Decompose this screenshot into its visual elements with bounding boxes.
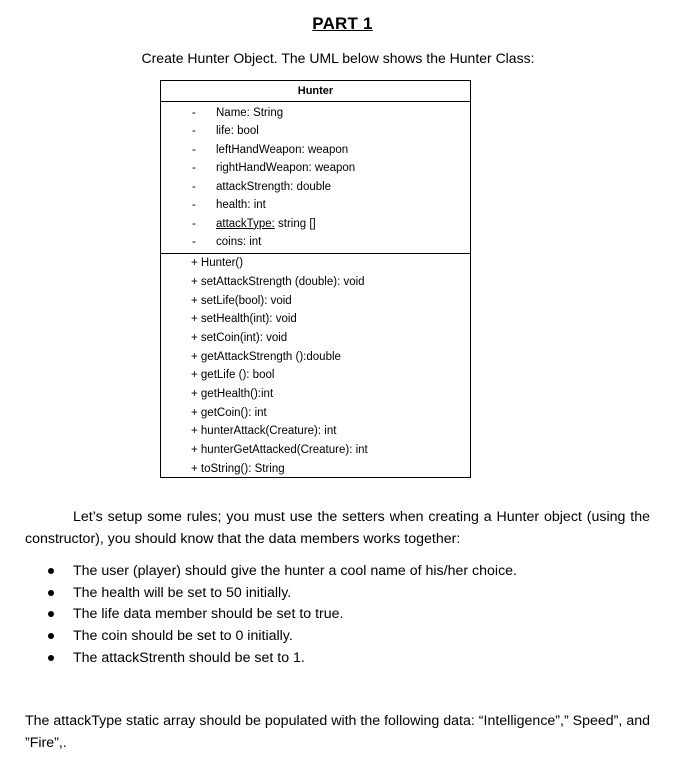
attribute-text: health: int [216,199,266,211]
uml-attributes-section [161,102,470,254]
uml-attribute [161,159,470,177]
attribute-visibility: - [192,217,196,230]
attribute-text: coins: int [216,236,262,248]
uml-attribute [161,215,470,233]
uml-method: + getAttackStrength ():double [191,350,341,363]
attribute-text: rightHandWeapon: weapon [216,162,356,174]
uml-method: + setAttackStrength (double): void [191,276,365,288]
list-item-text: The life data member should be set to true. [73,606,344,622]
list-item [0,560,685,582]
uml-method: + getHealth():int [191,388,274,400]
intro-text: Create Hunter Object. The UML below shows the Hunter Class: [141,50,535,66]
uml-method: + toString(): String [191,462,285,475]
attribute-text [216,215,316,233]
attribute-visibility: - [192,162,196,174]
bullet-icon [48,633,54,639]
bullet-icon [48,568,54,574]
attribute-text: life: bool [216,125,259,137]
page-title: PART 1 [312,14,373,33]
uml-method: + setLife(bool): void [191,294,292,307]
uml-attribute [161,141,470,159]
attribute-visibility: - [192,125,196,137]
uml-method: + getLife (): bool [191,369,275,381]
uml-class-diagram [160,80,471,478]
uml-attribute [161,196,470,214]
attribute-visibility: - [192,236,196,248]
attribute-visibility: - [192,107,196,119]
uml-method: + getCoin(): int [191,406,267,419]
attribute-visibility: - [192,143,196,156]
attacktype-paragraph: The attackType static array should be populated with the following data: “Intelligence”,” Speed”, and ”Fire”,. [25,713,650,751]
attribute-text: leftHandWeapon: weapon [216,143,349,156]
uml-method: + hunterAttack(Creature): int [191,425,337,437]
list-item-text: The coin should be set to 0 initially. [73,627,293,644]
attribute-name-underlined: attackType: [216,217,275,230]
uml-method: + Hunter() [191,257,244,269]
attribute-visibility: - [192,199,196,211]
uml-attribute [161,104,470,122]
attribute-type: string [] [274,217,316,230]
uml-attribute [161,233,470,251]
uml-class-name: Hunter [161,81,470,102]
list-item [0,603,685,625]
uml-method: + setHealth(int): void [191,313,297,325]
bullet-icon [48,655,54,661]
uml-method: + hunterGetAttacked(Creature): int [191,444,368,456]
list-item-text: The health will be set to 50 initially. [73,584,292,601]
attribute-text: Name: String [216,107,284,119]
list-item [0,625,685,647]
list-item [0,582,685,604]
list-item-text: The attackStrenth should be set to 1. [73,650,305,666]
rules-paragraph: Let’s setup some rules; you must use the setters when creating a Hunter object (using the constructor), you should know that the data members works together: [25,509,650,547]
uml-attribute [161,178,470,196]
bullet-icon [48,590,54,596]
uml-attribute [161,122,470,140]
bullet-icon [48,611,54,617]
attribute-text: attackStrength: double [216,180,332,193]
list-item [0,647,685,669]
attribute-visibility: - [192,180,196,193]
list-item-text: The user (player) should give the hunter a cool name of his/her choice. [73,563,517,579]
uml-method: + setCoin(int): void [191,332,288,344]
